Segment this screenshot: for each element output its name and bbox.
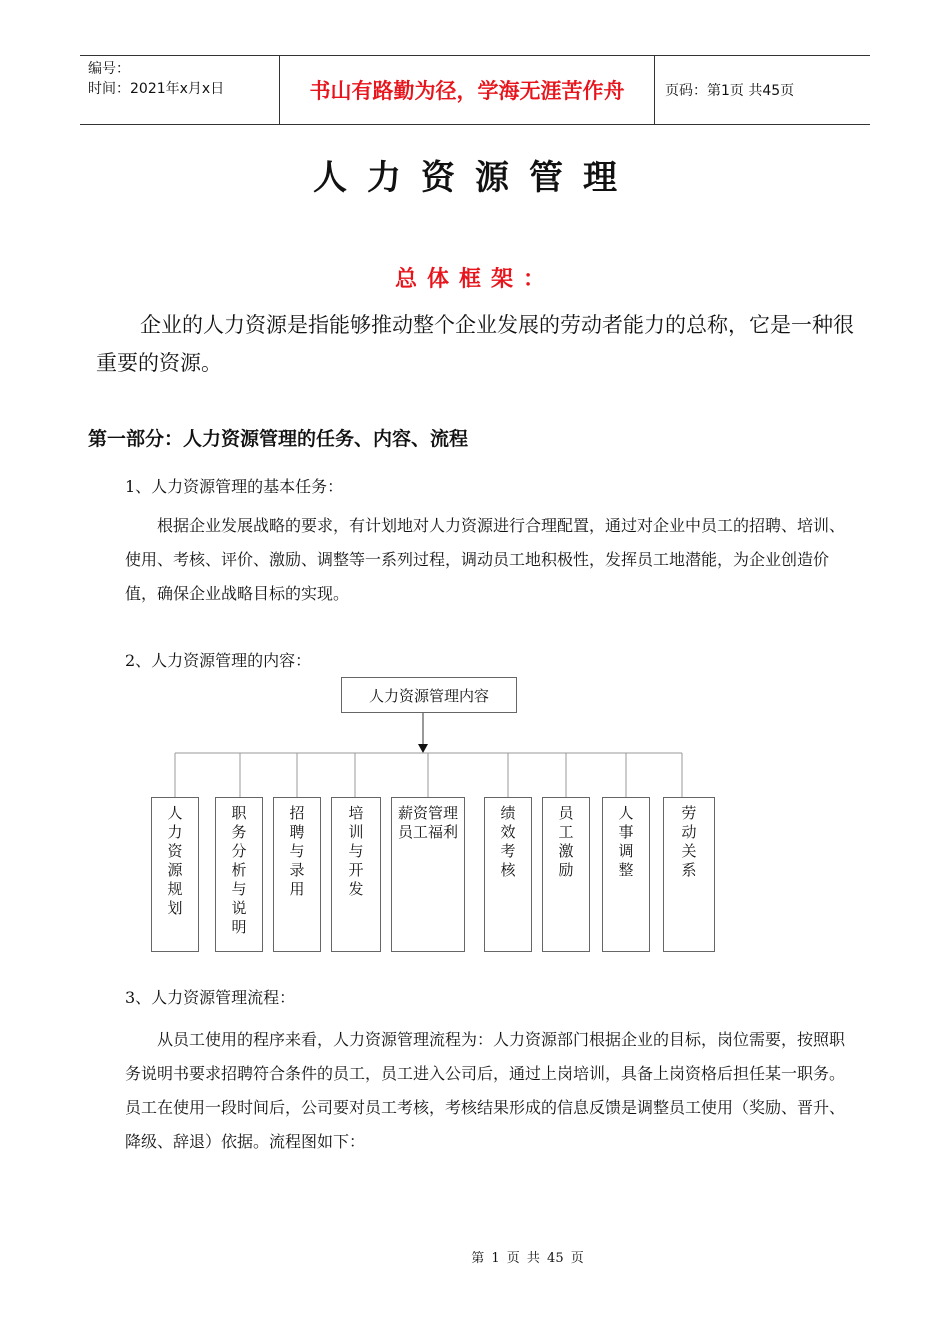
item3-paragraph: 从员工使用的程序来看，人力资源管理流程为：人力资源部门根据企业的目标，岗位需要，按照职务说明书要求招聘符合条件的员工，员工进入公司后，通过上岗培训，具备上岗资格后担任某一职务。员工在使用一段时间后，公司要对员工考核，考核结果形成的信息反馈是调整员工使用（奖励、晋升、降级、辞退）依据。流程图如下：	[125, 1030, 846, 1151]
diagram-node-label: 员工激励	[558, 804, 574, 879]
header-meta	[80, 56, 280, 124]
diagram-node-recruitment	[273, 797, 321, 952]
diagram-node-label: 人力资源规划	[167, 804, 183, 917]
diagram-root-box	[341, 677, 517, 713]
header-number: 编号：	[88, 61, 130, 77]
diagram-node-training	[331, 797, 381, 952]
item1-heading: 1、人力资源管理的基本任务：	[125, 477, 344, 496]
item2-heading: 2、人力资源管理的内容：	[125, 651, 312, 670]
header-motto: 书山有路勤为径，学海无涯苦作舟	[280, 56, 655, 124]
document-subtitle: 总体框架：	[394, 267, 555, 292]
diagram-node-personnel-adjustment	[602, 797, 650, 952]
diagram-node-incentive	[542, 797, 590, 952]
diagram-node-label: 招聘与录用	[289, 804, 305, 898]
item1-paragraph: 根据企业发展战略的要求，有计划地对人力资源进行合理配置，通过对企业中员工的招聘、培训、使用、考核、评价、激励、调整等一系列过程，调动员工地积极性，发挥员工地潜能，为企业创造价值，确保企业战略目标的实现。	[125, 516, 846, 603]
header-page-info: 页码：第1页 共45页	[665, 83, 795, 99]
document-title: 人力资源管理	[313, 158, 637, 198]
diagram-node-label: 职务分析与说明	[231, 804, 247, 936]
page-footer: 第 1 页 共 45 页	[471, 1251, 584, 1266]
diagram-node-planning	[151, 797, 199, 952]
item3-heading: 3、人力资源管理流程：	[125, 988, 296, 1007]
diagram-node-job-analysis	[215, 797, 263, 952]
header-time: 时间：2021年x月x日	[88, 81, 225, 97]
diagram-node-labor-relations	[663, 797, 715, 952]
diagram-node-label: 劳动关系	[681, 804, 697, 879]
diagram-root-label: 人力资源管理内容	[368, 686, 489, 705]
diagram-node-label: 培训与开发	[348, 804, 364, 898]
intro-paragraph: 企业的人力资源是指能够推动整个企业发展的劳动者能力的总称，它是一种很重要的资源。	[96, 313, 854, 375]
section-heading: 第一部分：人力资源管理的任务、内容、流程	[88, 428, 469, 450]
diagram-node-label: 薪资管理员工福利	[398, 804, 459, 841]
diagram-node-compensation	[391, 797, 465, 952]
page-header	[80, 55, 870, 125]
diagram-node-label: 人事调整	[618, 804, 634, 879]
diagram-node-performance	[484, 797, 532, 952]
diagram-node-label: 绩效考核	[500, 804, 516, 879]
